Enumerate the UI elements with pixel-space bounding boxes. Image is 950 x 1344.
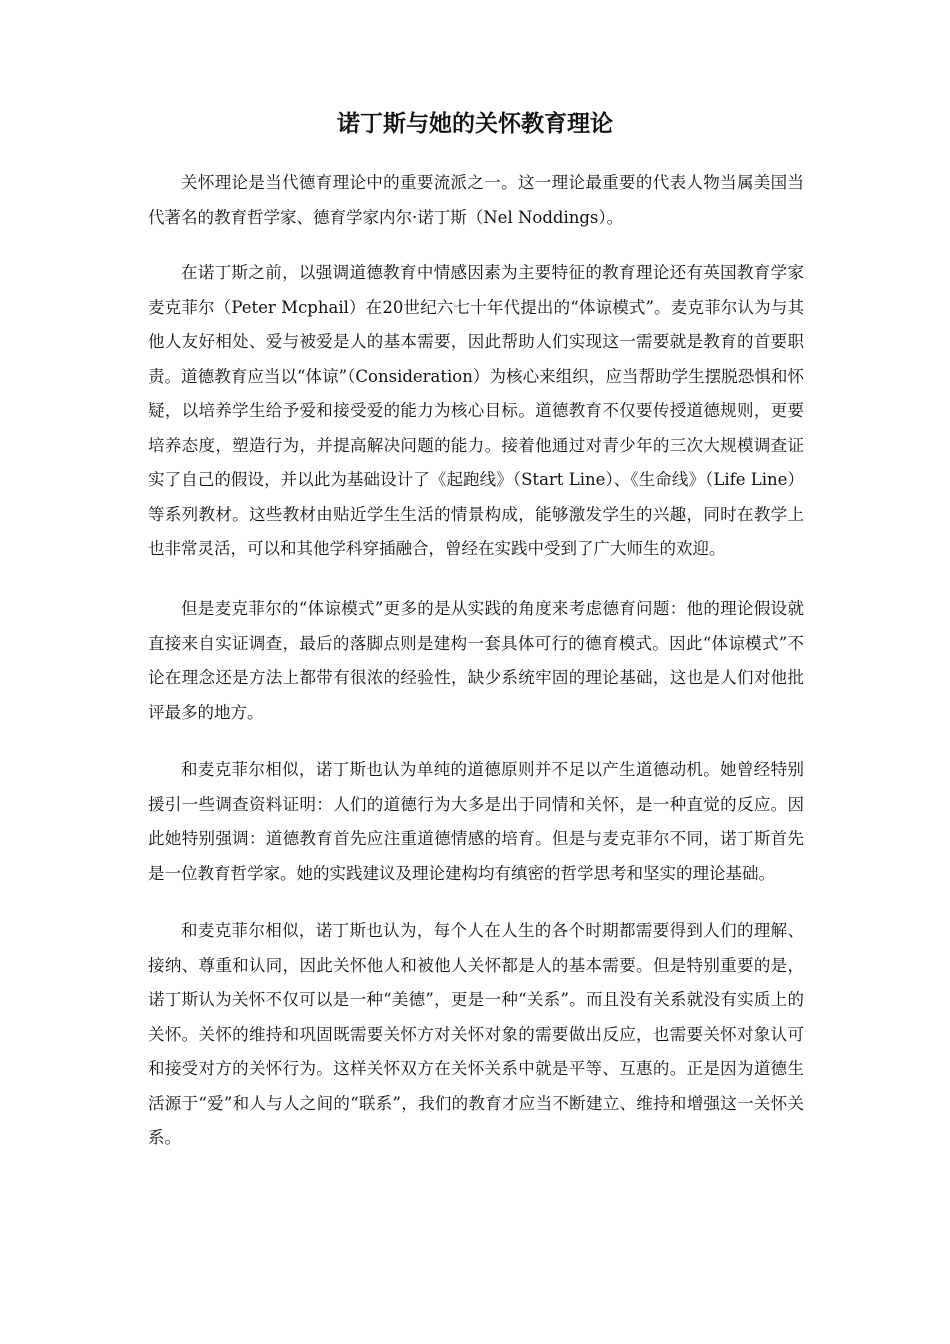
paragraph-4: 和麦克菲尔相似，诺丁斯也认为单纯的道德原则并不足以产生道德动机。她曾经特别援引一些调查资料证明：人们的道德行为大多是出于同情和关怀，是一种直觉的反应。因此她特别强调：道德教育首先应注重道德情感的培育。但是与麦克菲尔不同，诺丁斯首先是一位教育哲学家。她的实践建议及理论建构均有缜密的哲学思考和坚实的理论基础。 — [148, 760, 804, 883]
paragraph-1: 关怀理论是当代德育理论中的重要流派之一。这一理论最重要的代表人物当属美国当代著名的教育哲学家、德育学家内尔·诺丁斯（Nel Noddings）。 — [148, 173, 804, 227]
document-title: 诺丁斯与她的关怀教育理论 — [337, 111, 613, 137]
paragraph-2: 在诺丁斯之前，以强调道德教育中情感因素为主要特征的教育理论还有英国教育学家麦克菲尔（Peter Mcphail）在20世纪六七十年代提出的“体谅模式”。麦克菲尔认为与其他人友好相处、爱与被爱是人的基本需要，因此帮助人们实现这一需要就是教育的首要职责。道德教育应当以“体谅”（Consideration）为核心来组织，应当帮助学生摆脱恐惧和怀疑，以培养学生给予爱和接受爱的能力为核心目标。道德教育不仅要传授道德规则，更要培养态度，塑造行为，并提高解决问题的能力。接着他通过对青少年的三次大规模调查证实了自己的假设，并以此为基础设计了《起跑线》（Start Line）、《生命线》（Life Line）等系列教材。这些教材由贴近学生生活的情景构成，能够激发学生的兴趣，同时在教学上也非常灵活，可以和其他学科穿插融合，曾经在实践中受到了广大师生的欢迎。 — [148, 263, 804, 558]
paragraph-3: 但是麦克菲尔的“体谅模式”更多的是从实践的角度来考虑德育问题：他的理论假设就直接来自实证调查，最后的落脚点则是建构一套具体可行的德育模式。因此“体谅模式”不论在理念还是方法上都带有很浓的经验性，缺少系统牢固的理论基础，这也是人们对他批评最多的地方。 — [148, 599, 804, 722]
paragraph-5: 和麦克菲尔相似，诺丁斯也认为，每个人在人生的各个时期都需要得到人们的理解、接纳、尊重和认同，因此关怀他人和被他人关怀都是人的基本需要。但是特别重要的是，诺丁斯认为关怀不仅可以是一种“美德”，更是一种“关系”。而且没有关系就没有实质上的关怀。关怀的维持和巩固既需要关怀方对关怀对象的需要做出反应，也需要关怀对象认可和接受对方的关怀行为。这样关怀双方在关怀关系中就是平等、互惠的。正是因为道德生活源于“爱”和人与人之间的“联系”，我们的教育才应当不断建立、维持和增强这一关怀关系。 — [148, 921, 804, 1147]
